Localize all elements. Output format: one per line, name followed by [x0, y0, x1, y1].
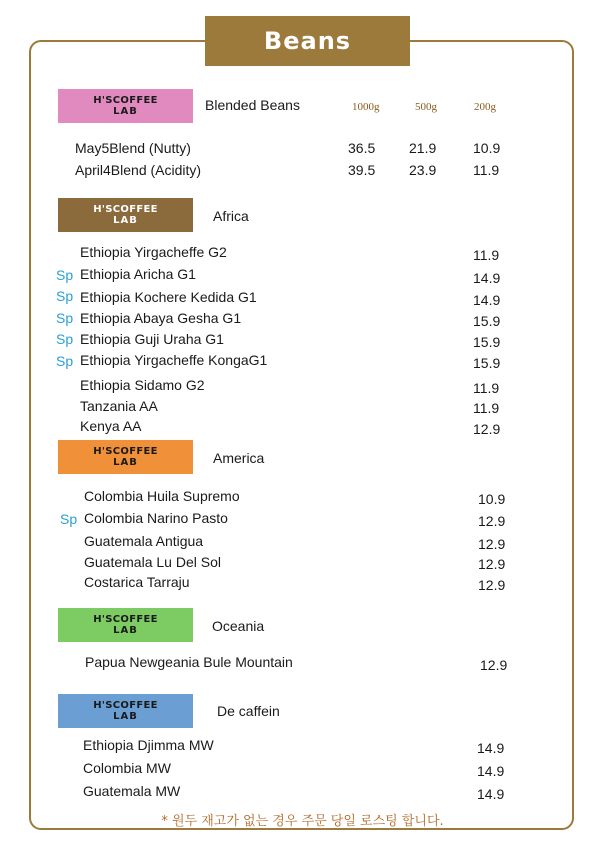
list-item: Colombia MW: [83, 760, 171, 776]
logo-line1: H'SCOFFEE: [93, 95, 158, 106]
list-item: Colombia Huila Supremo: [84, 488, 240, 504]
list-item: Ethiopia Yirgacheffe KongaG1: [80, 352, 268, 368]
price: 12.9: [478, 577, 506, 593]
price: 14.9: [477, 786, 505, 802]
logo-line2: LAB: [113, 215, 138, 226]
list-item: Ethiopia Kochere Kedida G1: [80, 289, 257, 305]
list-item: Ethiopia Yirgacheffe G2: [80, 244, 227, 260]
list-item: Guatemala Lu Del Sol: [84, 554, 221, 570]
price: 12.9: [478, 513, 506, 529]
sp-badge: Sp: [56, 353, 74, 369]
africa-logo: [58, 198, 193, 232]
list-item: Guatemala Antigua: [84, 533, 204, 549]
list-item: Guatemala MW: [83, 783, 181, 799]
price: 11.9: [473, 400, 500, 416]
list-item: Ethiopia Djimma MW: [83, 737, 214, 753]
page-title: Beans: [205, 16, 410, 66]
sp-badge: Sp: [60, 511, 78, 527]
list-item: Ethiopia Sidamo G2: [80, 377, 205, 393]
logo-line2: LAB: [113, 106, 138, 117]
price: 12.9: [473, 421, 501, 437]
sp-badge: Sp: [56, 331, 74, 347]
sp-badge: Sp: [56, 288, 74, 304]
price: 10.9: [478, 491, 506, 507]
list-item: Colombia Narino Pasto: [84, 510, 228, 526]
price-1000g: 36.5: [348, 140, 376, 156]
sp-badge: Sp: [56, 310, 74, 326]
logo-line2: LAB: [113, 625, 138, 636]
section-label-blended: Blended Beans: [205, 97, 300, 113]
america-logo: [58, 440, 193, 474]
decaf-logo: [58, 694, 193, 728]
section-label-africa: Africa: [213, 208, 249, 224]
footnote: * 원두 재고가 없는 경우 주문 당일 로스팅 합니다.: [161, 814, 444, 829]
list-item: May5Blend (Nutty): [75, 140, 191, 156]
size-header-500g: 500g: [415, 101, 437, 113]
blended-logo: [58, 89, 193, 123]
list-item: Ethiopia Aricha G1: [80, 266, 196, 282]
price: 14.9: [473, 270, 501, 286]
price: 14.9: [477, 740, 505, 756]
list-item: Kenya AA: [80, 418, 142, 434]
price: 12.9: [480, 657, 508, 673]
price-200g: 11.9: [473, 162, 500, 178]
section-label-oceania: Oceania: [212, 618, 265, 634]
price: 15.9: [473, 313, 501, 329]
price: 11.9: [473, 247, 500, 263]
price: 15.9: [473, 355, 501, 371]
logo-line1: H'SCOFFEE: [93, 614, 158, 625]
logo-line2: LAB: [113, 457, 138, 468]
price: 15.9: [473, 334, 501, 350]
price-500g: 23.9: [409, 162, 437, 178]
logo-line1: H'SCOFFEE: [93, 700, 158, 711]
list-item: April4Blend (Acidity): [75, 162, 202, 178]
price: 12.9: [478, 536, 506, 552]
list-item: Ethiopia Abaya Gesha G1: [80, 310, 242, 326]
logo-line1: H'SCOFFEE: [93, 446, 158, 457]
list-item: Papua Newgeania Bule Mountain: [85, 654, 293, 670]
list-item: Ethiopia Guji Uraha G1: [80, 331, 224, 347]
list-item: Tanzania AA: [80, 398, 158, 414]
logo-line2: LAB: [113, 711, 138, 722]
price: 14.9: [473, 292, 501, 308]
price: 11.9: [473, 380, 500, 396]
size-header-200g: 200g: [474, 101, 496, 113]
price: 14.9: [477, 763, 505, 779]
list-item: Costarica Tarraju: [84, 574, 190, 590]
sp-badge: Sp: [56, 267, 74, 283]
price-200g: 10.9: [473, 140, 501, 156]
oceania-logo: [58, 608, 193, 642]
section-label-decaf: De caffein: [217, 703, 280, 719]
price-1000g: 39.5: [348, 162, 376, 178]
size-header-1000g: 1000g: [352, 101, 380, 113]
section-label-america: America: [213, 450, 265, 466]
logo-line1: H'SCOFFEE: [93, 204, 158, 215]
price: 12.9: [478, 556, 506, 572]
price-500g: 21.9: [409, 140, 437, 156]
